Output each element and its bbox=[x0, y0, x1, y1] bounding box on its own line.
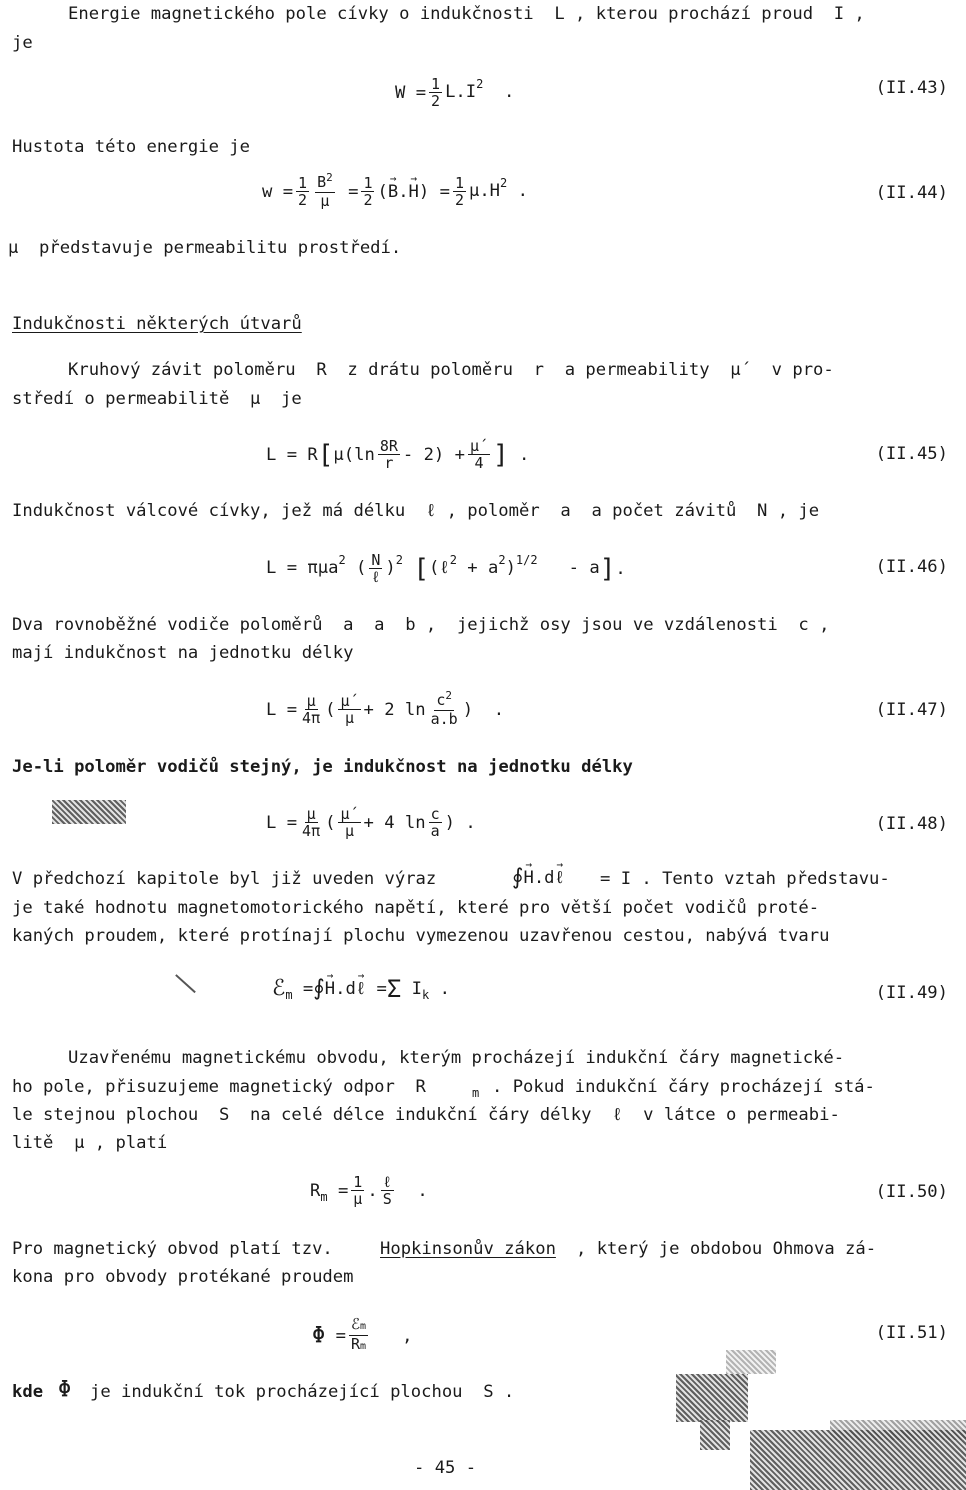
paragraph-line-12: je také hodnotu magnetomotorického napětí, které pro větší počet vodičů proté- bbox=[12, 898, 820, 918]
paragraph-line-18a: Pro magnetický obvod platí tzv. bbox=[12, 1239, 333, 1259]
equation-number-ii-50: (II.50) bbox=[875, 1182, 948, 1202]
paragraph-line-18c: , který je obdobou Ohmova zá- bbox=[576, 1239, 877, 1259]
paragraph-line-4: μ představuje permeabilitu prostředí. bbox=[8, 238, 402, 258]
equation-ii-44: w = $\frac{1}{2}$ $\frac{B^2}{\mu}$ = $\frac{1}{2}$ (→ B.→ H) = $\frac{1}{2}$ $\mu.H^2$ . bbox=[262, 174, 528, 209]
paragraph-line-1: Energie magnetického pole cívky o indukčnosti L , kterou prochází proud I , bbox=[68, 4, 865, 24]
equation-ii-46: L = πμa$^2$ ( $\frac{N}{\text{ℓ}}$ )$^2$ [ (ℓ$^2$ + $a^2)^{1/2}$ - a ] . bbox=[266, 551, 626, 586]
paragraph-line-14: Uzavřenému magnetickému obvodu, kterým procházejí indukční čáry magnetické- bbox=[68, 1048, 845, 1068]
page-number: - 45 - bbox=[414, 1458, 477, 1478]
equation-number-ii-44: (II.44) bbox=[875, 183, 948, 203]
scan-artifact bbox=[830, 1420, 966, 1440]
equation-ii-50: R m = $\frac{1}{\mu}$ . $\frac{\text{ℓ}}{S}$ . bbox=[310, 1173, 428, 1208]
equation-number-ii-45: (II.45) bbox=[875, 444, 948, 464]
scan-artifact bbox=[726, 1350, 776, 1374]
paragraph-line-11a: V předchozí kapitole byl již uveden výraz bbox=[12, 869, 437, 889]
equation-ii-49: ℰ m = ∮ → H .d → ℓ = Σ I k . bbox=[272, 978, 450, 1000]
paragraph-line-20a: kde bbox=[12, 1382, 44, 1402]
phi-symbol: Φ bbox=[58, 1377, 72, 1402]
paragraph-line-9: mají indukčnost na jednotku délky bbox=[12, 643, 354, 663]
paragraph-line-16: le stejnou plochou S na celé délce indukční čáry délky ℓ v látce o permeabi- bbox=[12, 1105, 840, 1125]
paragraph-line-5: Kruhový závit poloměru R z drátu poloměru r a permeability μ´ v pro- bbox=[68, 360, 834, 380]
paragraph-line-8: Dva rovnoběžné vodiče poloměrů a a b , jejichž osy jsou ve vzdálenosti c , bbox=[12, 615, 830, 635]
hopkinson-law-term: Hopkinsonův zákon bbox=[380, 1239, 556, 1259]
paragraph-line-15b: . Pokud indukční čáry procházejí stá- bbox=[492, 1077, 875, 1097]
paragraph-line-20b: je indukční tok procházející plochou S . bbox=[90, 1382, 515, 1402]
scan-artifact bbox=[676, 1374, 748, 1422]
paragraph-line-13: kaných proudem, které protínají plochu vymezenou uzavřenou cestou, nabývá tvaru bbox=[12, 926, 830, 946]
paragraph-line-3: Hustota této energie je bbox=[12, 137, 250, 157]
paragraph-line-10: Je-li poloměr vodičů stejný, je indukčnost na jednotku délky bbox=[12, 757, 633, 777]
paragraph-line-11b: = I . Tento vztah představu- bbox=[600, 869, 890, 889]
equation-number-ii-47: (II.47) bbox=[875, 700, 948, 720]
scan-artifact bbox=[52, 800, 126, 824]
paragraph-line-19: kona pro obvody protékané proudem bbox=[12, 1267, 354, 1287]
inline-contour-integral: ∮ → H .d → ℓ bbox=[512, 867, 565, 889]
equation-ii-47: L = $\frac{\mu}{4\pi}$ ( $\frac{\mu´}{\mu}$ + 2 ln $\frac{c^2}{a.b}$ ) . bbox=[266, 689, 505, 728]
paragraph-line-2: je bbox=[12, 33, 33, 53]
equation-number-ii-49: (II.49) bbox=[875, 983, 948, 1003]
equation-ii-48: L = $\frac{\mu}{4\pi}$ ( $\frac{\mu´}{\mu}$ + 4 ln $\frac{c}{a}$ ) . bbox=[266, 805, 476, 840]
equation-number-ii-48: (II.48) bbox=[875, 814, 948, 834]
paragraph-line-6: středí o permeabilitě μ je bbox=[12, 389, 302, 409]
equation-number-ii-51: (II.51) bbox=[875, 1323, 948, 1343]
equation-number-ii-43: (II.43) bbox=[875, 78, 948, 98]
subscript-m: m bbox=[472, 1086, 480, 1100]
equation-ii-51: Φ = $\frac{\text{ℰm}}{Rm}$ , bbox=[312, 1315, 413, 1353]
scan-mark bbox=[175, 974, 195, 993]
paragraph-line-17: litě μ , platí bbox=[12, 1133, 168, 1153]
equation-number-ii-46: (II.46) bbox=[875, 557, 948, 577]
paragraph-line-15: ho pole, přisuzujeme magnetický odpor R bbox=[12, 1077, 426, 1097]
section-heading: Indukčnosti některých útvarů bbox=[12, 314, 302, 334]
paragraph-line-7: Indukčnost válcové cívky, jež má délku ℓ , poloměr a a počet závitů N , je bbox=[12, 501, 820, 521]
equation-ii-43: W = $\frac{1}{2}$ $L.I^2$ . bbox=[395, 75, 515, 110]
scan-artifact bbox=[700, 1420, 730, 1450]
equation-ii-45: L = R [ μ(ln $\frac{8R}{r}$ - 2) + $\frac{\mu´}{4}$ ] . bbox=[266, 437, 530, 472]
